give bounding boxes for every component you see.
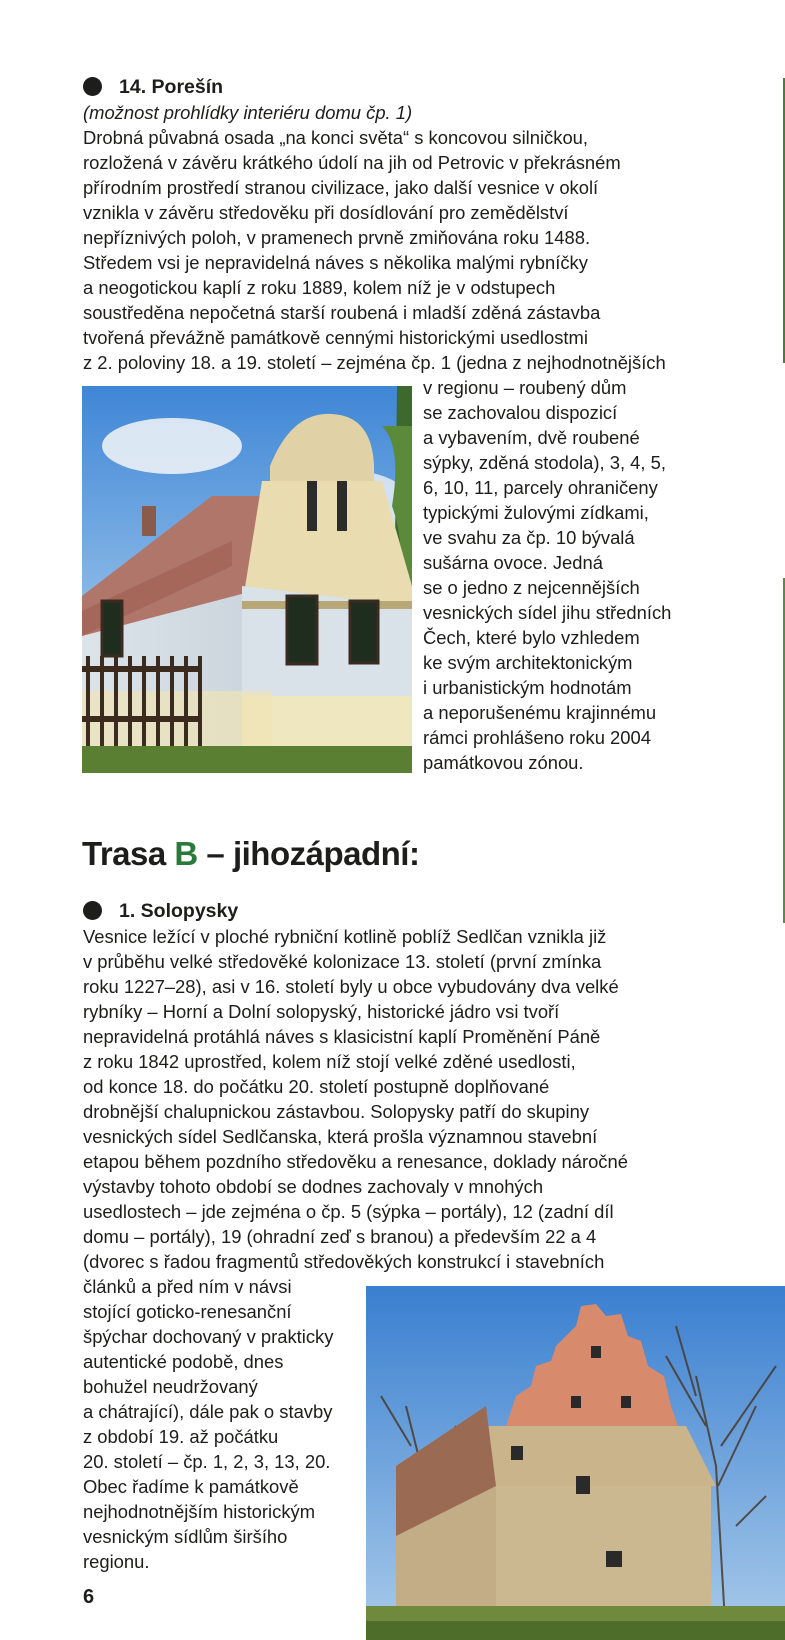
text-line: z 2. poloviny 18. a 19. století – zejména čp. 1 (jedna z nejhodnotnějších bbox=[83, 352, 666, 373]
poresin-paragraph-full bbox=[83, 125, 666, 375]
section-heading-poresin bbox=[83, 75, 223, 100]
bullet-dot bbox=[83, 901, 102, 920]
text-line: (dvorec s řadou fragmentů středověkých konstrukcí i stavebních bbox=[83, 1251, 605, 1272]
text-line: vesnických sídel jihu středních bbox=[423, 602, 672, 623]
text-line: z období 19. až počátku bbox=[83, 1426, 279, 1447]
text-line: tvořená převážně památkově cennými historickými usedlostmi bbox=[83, 327, 588, 348]
text-line: stojící goticko-renesanční bbox=[83, 1301, 292, 1322]
text-line: bohužel neudržovaný bbox=[83, 1376, 258, 1397]
text-line: Čech, které bylo vzhledem bbox=[423, 627, 640, 648]
text-line: vesnickým sídlům širšího bbox=[83, 1526, 288, 1547]
text-line: a chátrající), dále pak o stavby bbox=[83, 1401, 333, 1422]
text-line: vesnických sídel Sedlčanska, která prošla významnou stavební bbox=[83, 1126, 598, 1147]
text-line: usedlostech – jde zejména o čp. 5 (sýpka – portály), 12 (zadní díl bbox=[83, 1201, 614, 1222]
poresin-paragraph-right bbox=[423, 375, 671, 775]
text-line: rybníky – Horní a Dolní solopyský, historické jádro vsi tvoří bbox=[83, 1001, 560, 1022]
solopysky-paragraph-full bbox=[83, 924, 628, 1274]
text-line: 20. století – čp. 1, 2, 3, 13, 20. bbox=[83, 1451, 331, 1472]
text-line: autentické podobě, dnes bbox=[83, 1351, 284, 1372]
page-number: 6 bbox=[83, 1586, 95, 1608]
text-line: ke svým architektonickým bbox=[423, 652, 633, 673]
text-line: Obec řadíme k památkově bbox=[83, 1476, 299, 1497]
heading-text: 14. Porešín bbox=[119, 76, 224, 98]
text-line: přírodním prostředí stranou civilizace, jako další vesnice v okolí bbox=[83, 177, 599, 198]
text-line: špýchar dochovaný v prakticky bbox=[83, 1326, 334, 1347]
text-line: vznikla v závěru středověku při dosídlování pro zemědělství bbox=[83, 202, 569, 223]
text-line: od konce 18. do počátku 20. století postupně doplňované bbox=[83, 1076, 550, 1097]
text-line: i urbanistickým hodnotám bbox=[423, 677, 632, 698]
text-line: domu – portály), 19 (ohradní zeď s branou) a především 22 a 4 bbox=[83, 1226, 597, 1247]
route-heading bbox=[82, 834, 419, 874]
text-line: se o jedno z nejcennějších bbox=[423, 577, 640, 598]
route-letter: B bbox=[174, 835, 198, 872]
text-line: Drobná půvabná osada „na konci světa“ s koncovou silničkou, bbox=[83, 127, 589, 148]
text-line: 6, 10, 11, parcely ohraničeny bbox=[423, 477, 658, 498]
text-line: typickými žulovými zídkami, bbox=[423, 502, 649, 523]
text-line: sušárna ovoce. Jedná bbox=[423, 552, 603, 573]
bullet-dot bbox=[83, 77, 102, 96]
poresin-house-photo bbox=[82, 386, 412, 773]
solopysky-granary-photo bbox=[366, 1286, 785, 1640]
text-line: soustředěna nepočetná starší roubená i mladší zděná zástavba bbox=[83, 302, 601, 323]
text-line: drobnější chalupnickou zástavbou. Solopysky patří do skupiny bbox=[83, 1101, 590, 1122]
text-line: Vesnice ležící v ploché rybniční kotlině poblíž Sedlčan vznikla již bbox=[83, 926, 607, 947]
text-line: nepříznivých poloh, v pramenech prvně zmiňována roku 1488. bbox=[83, 227, 591, 248]
text-line: nepravidelná protáhlá náves s klasicistní kaplí Proměnění Páně bbox=[83, 1026, 601, 1047]
text-line: v průběhu velké středověké kolonizace 13. století (první zmínka bbox=[83, 951, 602, 972]
text-line: v regionu – roubený dům bbox=[423, 377, 627, 398]
text-line: nejhodnotnějším historickým bbox=[83, 1501, 316, 1522]
text-line: a vybavením, dvě roubené bbox=[423, 427, 640, 448]
text-line: a neogotickou kaplí z roku 1889, kolem níž je v odstupech bbox=[83, 277, 556, 298]
heading-text: 1. Solopysky bbox=[119, 900, 239, 922]
section-heading-solopysky bbox=[83, 899, 238, 924]
text-line: z roku 1842 uprostřed, kolem níž stojí velké zděné usedlosti, bbox=[83, 1051, 576, 1072]
text-line: památkovou zónou. bbox=[423, 752, 584, 773]
text-line: článků a před ním v návsi bbox=[83, 1276, 292, 1297]
text-line: ve svahu za čp. 10 bývalá bbox=[423, 527, 635, 548]
section-subtitle: (možnost prohlídky interiéru domu čp. 1) bbox=[83, 102, 413, 123]
text-line: regionu. bbox=[83, 1551, 150, 1572]
text-line: se zachovalou dispozicí bbox=[423, 402, 618, 423]
text-line: sýpky, zděná stodola), 3, 4, 5, bbox=[423, 452, 666, 473]
text-line: roku 1227–28), asi v 16. století byly u obce vybudovány dva velké bbox=[83, 976, 619, 997]
text-line: výstavby tohoto období se dodnes zachovaly v mnohých bbox=[83, 1176, 544, 1197]
solopysky-paragraph-left bbox=[83, 1274, 333, 1574]
text-line: rámci prohlášeno roku 2004 bbox=[423, 727, 651, 748]
route-prefix: Trasa bbox=[82, 835, 175, 872]
text-line: etapou během pozdního středověku a renesance, doklady náročné bbox=[83, 1151, 628, 1172]
text-line: Středem vsi je nepravidelná náves s několika malými rybníčky bbox=[83, 252, 588, 273]
route-suffix: – jihozápadní: bbox=[197, 835, 420, 872]
text-line: a neporušenému krajinnému bbox=[423, 702, 657, 723]
text-line: rozložená v závěru krátkého údolí na jih od Petrovic v překrásném bbox=[83, 152, 621, 173]
